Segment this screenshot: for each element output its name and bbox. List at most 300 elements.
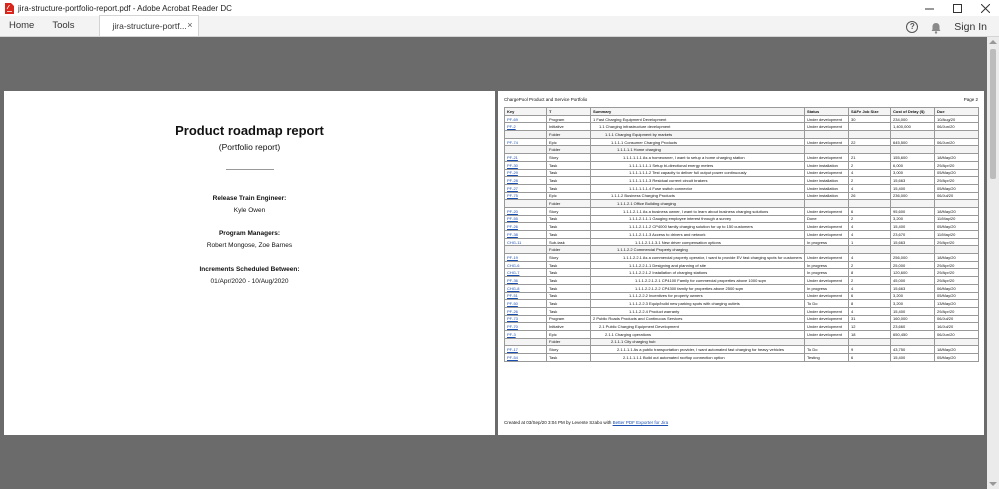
table-cell: Task [547,307,591,315]
table-cell [849,131,891,139]
table-cell: To Do [805,300,849,308]
table-cell: Epic [547,138,591,146]
table-cell: Program [547,315,591,323]
table-cell: Under development [805,330,849,338]
table-cell: 1.1.1.1.1.1.3 Residual current circuit brakers [591,177,805,185]
table-cell: Epic [547,330,591,338]
issue-key-link[interactable]: CHG-7 [505,269,547,277]
table-cell: 15,400 [891,354,935,362]
table-cell: 1.1.1.2.1.1 As a business owner, I want to learn about business charging solutions [591,207,805,215]
portfolio-table [504,107,979,362]
table-cell: 29/Apr/20 [935,269,979,277]
table-cell: 236,000 [891,192,935,200]
table-row [505,161,979,169]
table-cell: 1.1.1.1.1 Home charging [591,146,805,154]
table-row [505,115,979,123]
help-icon[interactable]: ? [906,21,918,33]
table-cell: 1.1.1.2.1.1.3.1 New driver compensation options [591,238,805,246]
table-cell: 3,200 [891,300,935,308]
issue-key-link[interactable]: PF-51 [505,292,547,300]
column-header: Cost of Delay ($) [891,108,935,116]
table-cell: 15,400 [891,184,935,192]
issue-key-link[interactable]: PF-30 [505,161,547,169]
table-cell: 15,663 [891,177,935,185]
table-row [505,184,979,192]
table-cell: Under installation [805,177,849,185]
table-cell: 2.1.1 Charging operations [591,330,805,338]
title-divider [226,169,274,170]
table-row [505,123,979,131]
table-cell: 13/May/20 [935,300,979,308]
table-cell: 2 Public Roads Products and Continuous Services [591,315,805,323]
table-cell: 1.1 Charging infrastructure development [591,123,805,131]
table-cell [891,146,935,154]
table-cell: 1.1.1.2.2.1.2.2 CP4300 family for properties above 2500 sqm [591,284,805,292]
document-tab-label: jira-structure-portf... [112,21,187,31]
table-cell: Task [547,269,591,277]
table-row [505,254,979,262]
table-cell: 1.1.1.2.2 Commercial Property charging [591,246,805,254]
menu-bar [0,16,999,37]
table-row [505,346,979,354]
table-cell: 9 [849,346,891,354]
table-row [505,138,979,146]
table-row [505,238,979,246]
table-cell: Initiative [547,123,591,131]
table-cell: 120,600 [891,269,935,277]
table-cell: Under development [805,307,849,315]
table-cell: Task [547,231,591,239]
column-header: Status [805,108,849,116]
column-header: Due [935,108,979,116]
table-cell: Epic [547,192,591,200]
table-cell: Folder [547,200,591,208]
table-row [505,246,979,254]
issue-key-link[interactable]: PF-2 [505,123,547,131]
issue-key-link[interactable]: CHG-6 [505,261,547,269]
table-cell: Testing [805,354,849,362]
pdf-page-2 [498,91,984,435]
exporter-link[interactable]: Better PDF Exporter for Jira [612,420,669,425]
issue-key-link[interactable]: CHG-11 [505,238,547,246]
issue-key-link[interactable]: PF-26 [505,307,547,315]
table-cell: 12 [849,323,891,331]
table-cell: 4 [849,223,891,231]
table-cell: Under development [805,231,849,239]
issue-key-link [505,338,547,346]
issue-key-link[interactable]: PF-36 [505,277,547,285]
scrollbar-thumb[interactable] [990,49,996,179]
table-cell: Under development [805,115,849,123]
table-cell: 18 [849,330,891,338]
table-cell: 4 [849,284,891,292]
table-cell: 1,400,000 [891,123,935,131]
table-cell: Task [547,223,591,231]
table-cell: 23,670 [891,231,935,239]
table-cell: Story [547,254,591,262]
issue-key-link[interactable]: PF-54 [505,354,547,362]
table-cell: 2.1.1.1.1 As a public transportation provider, I want automated fast charging for heavy vehicles [591,346,805,354]
table-cell [805,146,849,154]
table-cell: 31 [849,315,891,323]
table-cell: 06/Jul/20 [935,315,979,323]
report-subtitle: (Portfolio report) [218,142,281,152]
table-cell: 1.1.1.1.1.1.2 Test capacity to deliver full output power continuously [591,169,805,177]
increments-label: Increments Scheduled Between: [199,266,300,273]
issue-key-link[interactable]: PF-28 [505,177,547,185]
table-cell: 155,600 [891,154,935,162]
table-cell: Story [547,207,591,215]
table-cell [849,200,891,208]
table-cell: Under development [805,123,849,131]
table-cell: 2 [849,215,891,223]
table-cell: 645,500 [891,138,935,146]
table-cell: 1.1.1.2.1.1.1 Gauging employee interest through a survey [591,215,805,223]
table-cell: 2 [849,277,891,285]
table-cell: Under development [805,154,849,162]
table-cell: 06/Jun/20 [935,123,979,131]
table-cell: In progress [805,261,849,269]
column-header: Key [505,108,547,116]
issue-key-link[interactable]: PF-21 [505,154,547,162]
table-cell: 06/Jul/20 [935,192,979,200]
table-cell: 43,750 [891,346,935,354]
table-cell: 16/Jul/20 [935,323,979,331]
table-cell: Under development [805,207,849,215]
issue-key-link [505,146,547,154]
maximize-icon [953,4,962,13]
table-cell: 26 [849,192,891,200]
issue-key-link[interactable]: PF-70 [505,323,547,331]
table-cell: 15,400 [891,307,935,315]
table-cell: In progress [805,269,849,277]
table-cell: Task [547,177,591,185]
table-cell: 160,000 [891,315,935,323]
table-row [505,323,979,331]
table-cell: To Do [805,346,849,354]
table-cell: 3,200 [891,292,935,300]
table-cell: Under development [805,254,849,262]
table-cell [891,246,935,254]
issue-key-link[interactable]: PF-75 [505,192,547,200]
table-row [505,338,979,346]
table-cell [935,200,979,208]
table-row [505,231,979,239]
table-cell: Program [547,115,591,123]
column-header: Summary [591,108,805,116]
table-cell: 15,663 [891,238,935,246]
table-cell: Task [547,184,591,192]
table-cell: Task [547,284,591,292]
increments-value: 01/Apr/2020 - 10/Aug/2020 [210,278,289,285]
table-cell: Task [547,161,591,169]
table-cell: 2 [849,261,891,269]
tools-tab[interactable]: Tools [52,20,75,31]
table-cell [935,338,979,346]
table-cell: 95,600 [891,207,935,215]
table-cell: Under installation [805,184,849,192]
table-cell [849,146,891,154]
table-cell: 1.1.1.2.1.1.3 Access to drivers and network [591,231,805,239]
table-cell: 05/May/20 [935,292,979,300]
table-cell [935,146,979,154]
issue-key-link[interactable]: PF-27 [505,184,547,192]
table-cell [805,338,849,346]
table-cell: Under development [805,315,849,323]
report-title: Product roadmap report [175,123,324,138]
table-cell: Story [547,154,591,162]
table-cell: 3,200 [891,215,935,223]
table-cell: Done [805,215,849,223]
table-cell: Under development [805,223,849,231]
table-row [505,300,979,308]
close-icon [981,4,990,13]
table-row [505,192,979,200]
table-row [505,284,979,292]
table-cell: Initiative [547,323,591,331]
table-header-row [505,108,979,116]
minimize-button[interactable] [915,0,943,16]
table-row [505,207,979,215]
table-cell: 23,660 [891,323,935,331]
table-cell [849,246,891,254]
table-cell: 6 [849,292,891,300]
scroll-up-icon[interactable] [989,40,997,44]
issue-key-link[interactable]: PF-17 [505,346,547,354]
document-tab[interactable] [99,15,199,36]
table-cell: 4 [849,231,891,239]
table-cell: Task [547,261,591,269]
table-cell: 1 Fast Charging Equipment Development [591,115,805,123]
table-cell: 1.1.1.2.2.4 Product warranty [591,307,805,315]
table-cell: 29/Apr/20 [935,307,979,315]
table-cell: 3,000 [891,169,935,177]
table-cell: 6 [849,207,891,215]
table-cell: Under development [805,169,849,177]
title-bar [0,0,999,16]
table-cell: 18/May/20 [935,154,979,162]
table-row [505,269,979,277]
issue-key-link[interactable]: PF-20 [505,207,547,215]
column-header: SAFe Job Size [849,108,891,116]
table-cell: 21 [849,154,891,162]
table-cell: 15,663 [891,284,935,292]
table-cell: 1.1.1.2.2.2 Incentives for property owners [591,292,805,300]
table-cell: 4 [849,184,891,192]
table-cell: 18/May/20 [935,207,979,215]
table-cell: 8 [849,269,891,277]
maximize-button[interactable] [943,0,971,16]
table-cell: 11/May/20 [935,231,979,239]
table-row [505,200,979,208]
table-cell: 1.1.1.2.2.3 Equip/build new parking spots with charging outlets [591,300,805,308]
account-tools [906,16,987,37]
table-row [505,223,979,231]
table-cell: 2 [849,161,891,169]
pm-label: Program Managers: [218,230,281,237]
issue-key-link[interactable]: PF-74 [505,138,547,146]
issue-key-link[interactable]: PF-55 [505,215,547,223]
pdf-page-1 [4,91,495,435]
issue-key-link[interactable]: PF-29 [505,169,547,177]
rte-label: Release Train Engineer: [212,195,287,202]
table-cell: 1.1.1.1.1.1 As a homeowner, I want to setup a home charging station [591,154,805,162]
issue-key-link[interactable]: PF-38 [505,231,547,239]
table-cell: 06/May/20 [935,284,979,292]
table-cell: Under development [805,277,849,285]
table-cell [805,246,849,254]
table-row [505,354,979,362]
table-cell: Folder [547,131,591,139]
pm-value: Robert Mongose, Zoe Barnes [206,242,293,249]
table-cell: 1.1.1.1 Consumer Charging Products [591,138,805,146]
table-cell: 29/Apr/20 [935,161,979,169]
table-cell: 2.1.1.1 City charging hub [591,338,805,346]
close-tab-icon[interactable]: × [187,20,193,30]
window-controls [915,0,999,16]
table-row [505,131,979,139]
table-cell: 2 [849,177,891,185]
issue-key-link [505,131,547,139]
table-cell: Task [547,277,591,285]
table-cell: 22 [849,138,891,146]
table-cell: Folder [547,338,591,346]
table-cell: 256,000 [891,254,935,262]
issue-key-link[interactable]: PF-50 [505,300,547,308]
table-row [505,261,979,269]
notification-bell-icon[interactable] [930,21,942,33]
table-row [505,315,979,323]
table-cell: 1.1.1.2 Business Charging Products [591,192,805,200]
issue-key-link[interactable]: PF-19 [505,254,547,262]
table-cell: 1.1.1.2.2.1 As a commercial property operator, I want to provide EV fast charging spots for customers [591,254,805,262]
table-cell: 1.1.1.2.1 Office Building charging [591,200,805,208]
page-number: Page 2 [963,97,978,102]
table-row [505,307,979,315]
table-cell: 8 [849,300,891,308]
table-row [505,146,979,154]
table-cell: 4 [849,254,891,262]
table-cell: In progress [805,238,849,246]
table-cell: 45,000 [891,277,935,285]
table-cell: 11/May/20 [935,215,979,223]
table-cell [849,338,891,346]
table-cell: 2.1.1.1.1.1 Build out automated rooftop connection option [591,354,805,362]
table-cell: 06/Jun/20 [935,138,979,146]
table-cell: Task [547,169,591,177]
table-cell: 06/Jun/20 [935,330,979,338]
issue-key-link[interactable]: PF-69 [505,115,547,123]
table-cell: 05/May/20 [935,223,979,231]
table-cell: 6,000 [891,161,935,169]
table-cell: 2.1 Public Charging Equipment Development [591,323,805,331]
issue-key-link [505,200,547,208]
table-cell: 1.1.1.1.1.1.1 Setup bi-directional energy meters [591,161,805,169]
table-row [505,292,979,300]
table-cell: Task [547,300,591,308]
table-cell: 05/May/20 [935,169,979,177]
table-cell: 25,000 [891,261,935,269]
table-cell [891,131,935,139]
table-cell: Sub-task [547,238,591,246]
table-row [505,215,979,223]
table-cell: 1.1.1.2.2.1.2.1 CP4100 Family for commercial properties above 1000 sqm [591,277,805,285]
table-cell [891,200,935,208]
rte-value: Kyle Owen [233,207,266,214]
table-cell: Story [547,346,591,354]
close-window-button[interactable] [971,0,999,16]
issue-key-link[interactable]: CHG-8 [505,284,547,292]
table-cell [935,246,979,254]
table-cell: 234,000 [891,115,935,123]
table-cell: 1.1.1.1.1.1.4 Fuse switch connector [591,184,805,192]
table-row [505,169,979,177]
footer-text: Created at 03/Sep/20 3:04 PM by Levente Szabo with [504,420,613,425]
table-cell: 1.1.1 Charging Equipment by markets [591,131,805,139]
table-cell: In progress [805,284,849,292]
page-footer [504,420,668,425]
table-cell: 4 [849,169,891,177]
table-cell: 15,400 [891,223,935,231]
table-cell [891,338,935,346]
table-cell: 10/Aug/20 [935,115,979,123]
window-title: jira-structure-portfolio-report.pdf - Adobe Acrobat Reader DC [18,3,232,13]
table-cell: 1.1.1.2.1.1.2 CP4000 family charging solution for up to 150 customers [591,223,805,231]
table-cell: Task [547,215,591,223]
page-header [504,97,978,102]
scroll-down-icon[interactable] [989,482,997,486]
table-cell: 29/Apr/20 [935,261,979,269]
table-cell: 650,450 [891,330,935,338]
table-cell [849,123,891,131]
table-cell: 05/May/20 [935,184,979,192]
table-cell: 1.1.1.2.2.1.1 Designing and planning of site [591,261,805,269]
issue-key-link[interactable]: PF-3 [505,330,547,338]
table-cell: 18/May/20 [935,254,979,262]
table-cell: 1.1.1.2.2.1.2 Installation of charging stations [591,269,805,277]
issue-key-link[interactable]: PF-26 [505,223,547,231]
issue-key-link[interactable]: PF-73 [505,315,547,323]
table-cell: Folder [547,146,591,154]
portfolio-name: ChargePool Product and Service Portfolio [504,97,588,102]
sign-in-button[interactable]: Sign In [954,20,987,33]
table-row [505,277,979,285]
table-cell: Task [547,354,591,362]
home-tab[interactable]: Home [9,20,35,31]
table-cell: Under installation [805,161,849,169]
table-cell: 4 [849,307,891,315]
table-row [505,330,979,338]
table-cell: 05/May/20 [935,354,979,362]
pdf-app-icon [4,3,14,14]
table-cell [805,131,849,139]
table-cell: 29/Apr/20 [935,177,979,185]
table-cell: Under installation [805,192,849,200]
table-cell: Under development [805,323,849,331]
vertical-scrollbar[interactable] [987,37,999,489]
table-cell: 29/Apr/20 [935,277,979,285]
table-row [505,154,979,162]
table-cell: Folder [547,246,591,254]
table-cell: Task [547,292,591,300]
table-cell: 1 [849,238,891,246]
table-cell: 29/Apr/20 [935,238,979,246]
table-cell: Under development [805,138,849,146]
table-row [505,177,979,185]
column-header: T [547,108,591,116]
table-cell: 18/May/20 [935,346,979,354]
table-body [505,115,979,361]
